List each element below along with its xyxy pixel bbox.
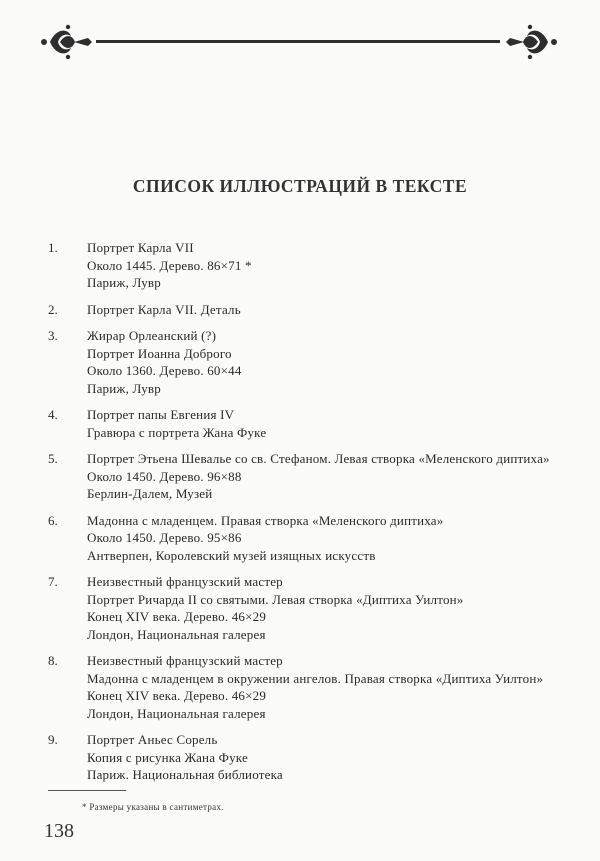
- list-item: [0, 327, 600, 397]
- item-line: Портрет Аньес Сорель: [87, 732, 218, 747]
- list-item: [0, 239, 600, 292]
- item-line: Неизвестный французский мастер: [87, 653, 283, 668]
- list-item: [0, 731, 600, 784]
- page-number: 138: [44, 820, 74, 842]
- list-item: [0, 301, 600, 319]
- item-line: Лондон, Национальная галерея: [87, 626, 266, 642]
- item-line: Копия с рисунка Жана Фуке: [87, 749, 248, 765]
- item-number: 4.: [48, 407, 58, 422]
- item-line: Гравюра с портрета Жана Фуке: [87, 424, 267, 440]
- item-line: Париж, Лувр: [87, 380, 161, 396]
- item-line: Лондон, Национальная галерея: [87, 705, 266, 721]
- item-line: Портрет папы Евгения IV: [87, 407, 235, 422]
- item-number: 7.: [48, 574, 58, 589]
- page-title: СПИСОК ИЛЛЮСТРАЦИЙ В ТЕКСТЕ: [132, 176, 468, 196]
- item-line: Около 1450. Дерево. 95×86: [87, 530, 242, 545]
- item-number: 5.: [48, 451, 58, 466]
- item-line: Конец XIV века. Дерево. 46×29: [87, 688, 267, 703]
- item-line: Жирар Орлеанский (?): [87, 328, 217, 343]
- fleur-right-icon: [506, 25, 557, 59]
- item-number: 8.: [48, 653, 58, 668]
- header-ornament: [38, 22, 560, 62]
- header-rule: [96, 40, 500, 43]
- list-item: [0, 652, 600, 722]
- item-line: Портрет Ричарда II со святыми. Левая створка «Диптиха Уилтон»: [87, 591, 464, 607]
- item-line: Портрет Иоанна Доброго: [87, 345, 232, 361]
- item-line: Мадонна с младенцем. Правая створка «Меленского диптиха»: [87, 512, 444, 528]
- item-line: Мадонна с младенцем в окружении ангелов. Правая створка «Диптиха Уилтон»: [87, 670, 544, 686]
- list-item: [0, 450, 600, 503]
- item-number: 2.: [48, 301, 58, 317]
- list-item: [0, 573, 600, 643]
- fleur-left-icon: [41, 25, 92, 59]
- item-line: Около 1360. Дерево. 60×44: [87, 363, 242, 378]
- item-line: Антверпен, Королевский музей изящных искусств: [87, 547, 376, 563]
- item-line: Около 1450. Дерево. 96×88: [87, 468, 242, 484]
- illustration-list: [0, 239, 600, 793]
- item-line: Конец XIV века. Дерево. 46×29: [87, 609, 267, 624]
- item-number: 6.: [48, 512, 58, 528]
- item-line: Берлин-Далем, Музей: [87, 486, 213, 501]
- item-line: Портрет Карла VII: [87, 240, 194, 255]
- item-line: Портрет Этьена Шевалье со св. Стефаном. Левая створка «Меленского диптиха»: [87, 451, 550, 466]
- list-item: [0, 406, 600, 441]
- item-line: Около 1445. Дерево. 86×71 *: [87, 257, 252, 273]
- list-item: [0, 512, 600, 565]
- item-line: Неизвестный французский мастер: [87, 574, 283, 589]
- item-number: 3.: [48, 328, 58, 343]
- item-number: 9.: [48, 732, 58, 747]
- item-number: 1.: [48, 240, 58, 255]
- footnote: * Размеры указаны в сантиметрах.: [82, 802, 224, 812]
- item-line: Портрет Карла VII. Деталь: [87, 301, 241, 317]
- item-line: Париж. Национальная библиотека: [87, 767, 283, 782]
- footnote-rule: [48, 790, 126, 791]
- item-line: Париж, Лувр: [87, 275, 161, 290]
